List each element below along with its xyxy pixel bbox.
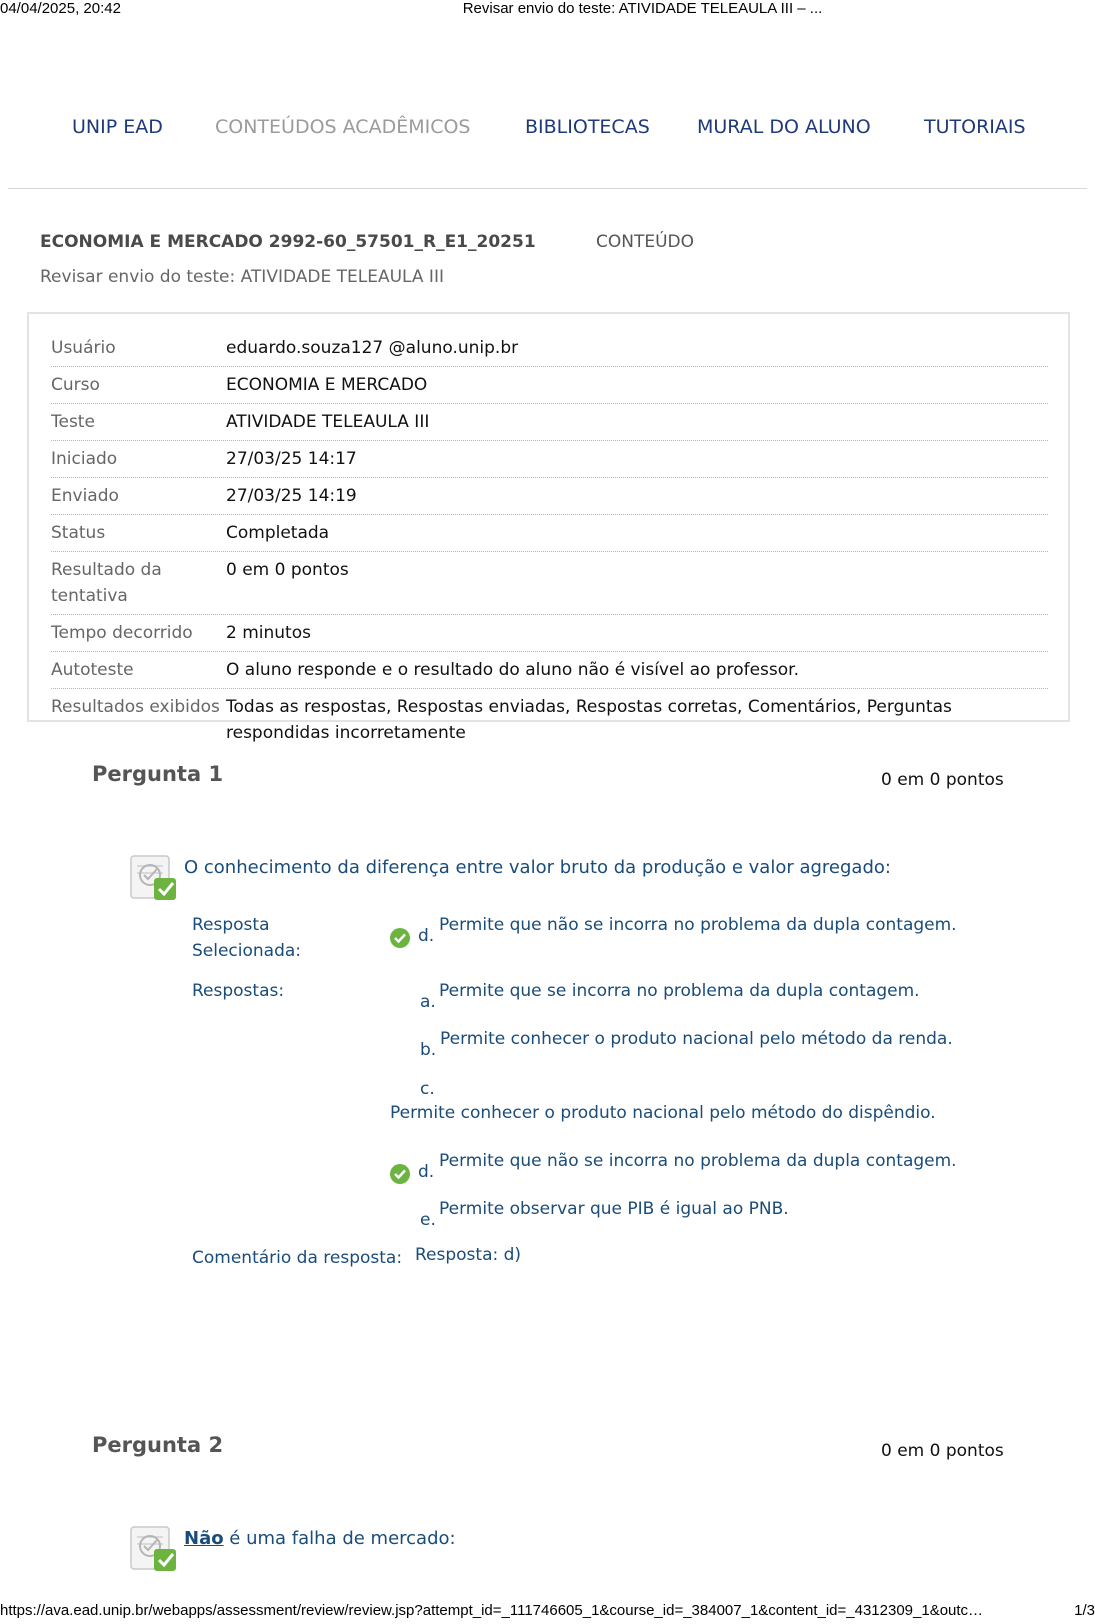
info-row-teste [51, 404, 1048, 441]
info-row-status [51, 515, 1048, 552]
comment-text: Resposta: d) [415, 1245, 522, 1265]
info-row-enviado [51, 478, 1048, 515]
attempt-info-table [51, 330, 1048, 751]
info-value: eduardo.souza127 @aluno.unip.br [226, 338, 519, 358]
info-row-usuario [51, 330, 1048, 367]
info-label: Usuário [51, 338, 116, 358]
answer-option: Permite observar que PIB é igual ao PNB. [439, 1199, 789, 1219]
info-value: Completada [226, 523, 330, 543]
info-label: Teste [51, 412, 95, 432]
question-2-emphasis: Não [184, 1528, 224, 1549]
correct-answer-icon [130, 854, 178, 902]
info-label: Tempo decorrido [51, 623, 193, 643]
nav-unip-ead[interactable]: UNIP EAD [72, 116, 163, 138]
attempt-info-panel [27, 312, 1070, 743]
correct-check-icon [390, 1164, 410, 1184]
info-row-autoteste [51, 652, 1048, 689]
correct-check-icon [390, 928, 410, 948]
answers-label: Respostas: [192, 981, 285, 1001]
info-value: ATIVIDADE TELEAULA III [226, 412, 430, 432]
selected-answer-letter: d. [418, 926, 435, 946]
info-row-tempo [51, 615, 1048, 652]
answer-letter: c. [420, 1079, 435, 1099]
info-value: 27/03/25 14:19 [226, 486, 357, 506]
answer-option: Permite que se incorra no problema da dupla contagem. [439, 981, 920, 1001]
print-title: Revisar envio do teste: ATIVIDADE TELEAULA III – ... [462, 0, 823, 17]
answer-letter: a. [420, 992, 436, 1012]
comment-label: Comentário da resposta: [192, 1248, 403, 1268]
correct-answer-icon [130, 1525, 178, 1573]
answer-option: Permite conhecer o produto nacional pelo método da renda. [440, 1029, 953, 1049]
info-label: Iniciado [51, 449, 118, 469]
info-row-curso [51, 367, 1048, 404]
question-1-text: O conhecimento da diferença entre valor bruto da produção e valor agregado: [184, 857, 891, 878]
info-label: Curso [51, 375, 100, 395]
info-value: 0 em 0 pontos [226, 560, 349, 580]
info-label: Resultado da tentativa [51, 560, 162, 606]
nav-bibliotecas[interactable]: BIBLIOTECAS [525, 116, 650, 138]
breadcrumb-content[interactable]: CONTEÚDO [596, 232, 695, 252]
nav-conteudos-academicos[interactable]: CONTEÚDOS ACADÊMICOS [215, 116, 471, 138]
print-page-number: 1/3 [1074, 1602, 1095, 1619]
info-label: Enviado [51, 486, 119, 506]
info-row-resultados-exibidos [51, 689, 1048, 751]
info-label: Autoteste [51, 660, 134, 680]
answer-letter: b. [420, 1040, 437, 1060]
selected-answer-label: Resposta Selecionada: [192, 915, 302, 961]
page-title: Revisar envio do teste: ATIVIDADE TELEAULA III [40, 267, 444, 287]
breadcrumb-course[interactable]: ECONOMIA E MERCADO 2992-60_57501_R_E1_20251 [40, 232, 536, 252]
nav-tutoriais[interactable]: TUTORIAIS [924, 116, 1026, 138]
info-row-iniciado [51, 441, 1048, 478]
print-date: 04/04/2025, 20:42 [0, 0, 121, 17]
question-1-score: 0 em 0 pontos [881, 770, 1004, 790]
question-2-text [184, 1528, 456, 1549]
top-nav [0, 116, 1095, 146]
info-value: O aluno responde e o resultado do aluno não é visível ao professor. [226, 660, 799, 680]
info-label: Status [51, 523, 106, 543]
info-value: 2 minutos [226, 623, 311, 643]
question-2-score: 0 em 0 pontos [881, 1441, 1004, 1461]
info-row-resultado [51, 552, 1048, 615]
question-1-title: Pergunta 1 [92, 762, 224, 786]
question-2-text-rest: é uma falha de mercado: [223, 1528, 456, 1549]
answer-letter: d. [418, 1162, 435, 1182]
nav-divider [8, 188, 1087, 189]
info-label: Resultados exibidos [51, 697, 220, 717]
nav-mural-do-aluno[interactable]: MURAL DO ALUNO [697, 116, 871, 138]
info-value: Todas as respostas, Respostas enviadas, Respostas corretas, Comentários, Perguntas respondidas incorretamente [226, 697, 952, 743]
answer-option: Permite que não se incorra no problema da dupla contagem. [439, 1151, 957, 1171]
info-value: 27/03/25 14:17 [226, 449, 357, 469]
info-value: ECONOMIA E MERCADO [226, 375, 428, 395]
answer-option: Permite conhecer o produto nacional pelo método do dispêndio. [390, 1103, 936, 1123]
question-2-title: Pergunta 2 [92, 1433, 224, 1457]
selected-answer-text: Permite que não se incorra no problema da dupla contagem. [439, 915, 957, 935]
print-url: https://ava.ead.unip.br/webapps/assessment/review/review.jsp?attempt_id=_111746605_1&course_id=_384007_1&content_id=_4312309_1&outc… [0, 1602, 984, 1619]
answer-letter: e. [420, 1210, 436, 1230]
